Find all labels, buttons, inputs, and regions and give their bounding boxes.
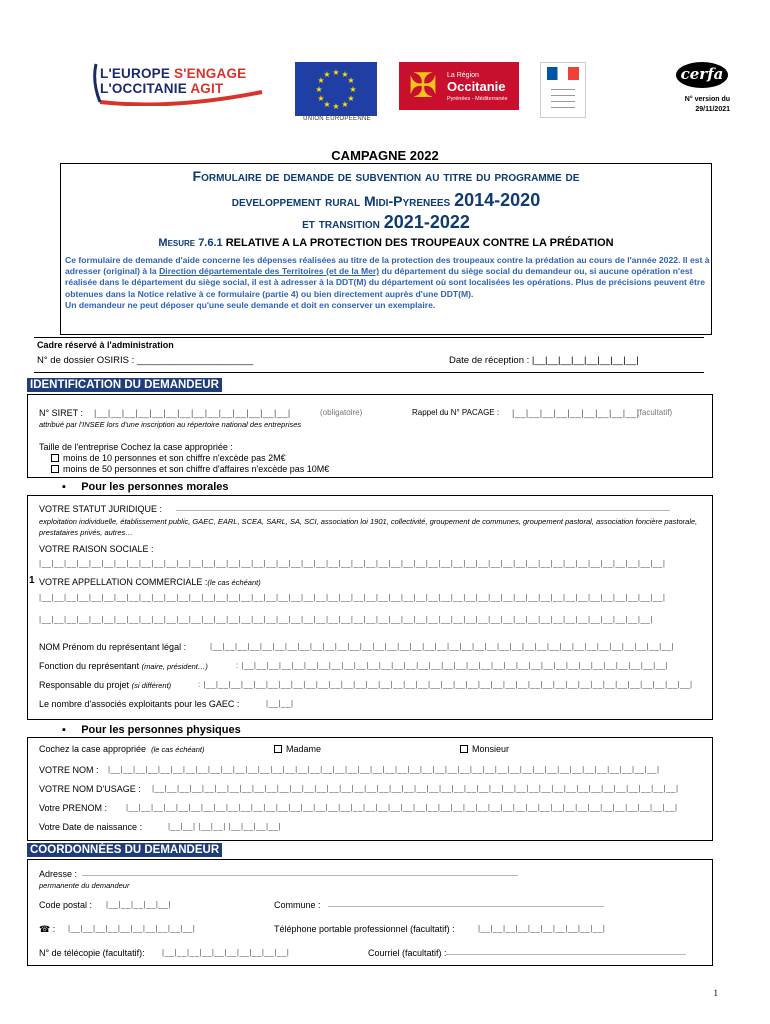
representant-label: NOM Prénom du représentant légal :	[39, 642, 187, 652]
checkbox-icon[interactable]	[51, 465, 59, 473]
svg-text:★: ★	[315, 85, 323, 94]
raison-label: VOTRE RAISON SOCIALE :	[39, 544, 154, 554]
pacage-input[interactable]: |__|__|__|__|__|__|__|__|__|	[512, 408, 640, 418]
taille-option-50[interactable]: moins de 50 personnes et son chiffre d'affaires n'excède pas 10M€	[51, 464, 329, 474]
gaec-label: Le nombre d'associés exploitants pour les GAEC :	[39, 699, 240, 709]
statut-input[interactable]: _______________________________________________________________________________________________________________	[176, 502, 670, 511]
naissance-input[interactable]: |__|__| |__|__| |__|__|__|__|	[168, 822, 281, 831]
svg-text:★: ★	[347, 94, 355, 103]
checkbox-icon[interactable]	[460, 745, 468, 753]
svg-text:★: ★	[341, 100, 349, 109]
adresse-label: Adresse :	[39, 869, 78, 879]
svg-text:★: ★	[323, 70, 331, 79]
eu-flag-logo	[295, 62, 377, 116]
form-title-line3: et transition 2021-2022	[302, 212, 470, 232]
pacage-label: Rappel du N° PACAGE :	[412, 408, 500, 417]
svg-text:★: ★	[332, 102, 340, 111]
occitan-cross-icon: ✠	[408, 67, 438, 105]
svg-text:★: ★	[349, 85, 357, 94]
eu-caption: UNION EUROPÉENNE	[303, 116, 371, 122]
madame-option[interactable]: Madame	[274, 744, 321, 754]
europe-occitanie-logo: L'EUROPE S'ENGAGE L'OCCITANIE AGIT	[92, 62, 282, 106]
appellation-input-2[interactable]: |__|__|__|__|__|__|__|__|__|__|__|__|__|__|__|__|__|__|__|__|__|__|__|__|__|__|__|__|__|__|__|__|__|__|__|__|__|__|__|__|__|__|__|__|__|__|__|__|__|	[39, 615, 653, 624]
appellation-input-1[interactable]: |__|__|__|__|__|__|__|__|__|__|__|__|__|__|__|__|__|__|__|__|__|__|__|__|__|__|__|__|__|__|__|__|__|__|__|__|__|__|__|__|__|__|__|__|__|__|__|__|__|__|	[39, 593, 666, 602]
nom-input[interactable]: |__|__|__|__|__|__|__|__|__|__|__|__|__|__|__|__|__|__|__|__|__|__|__|__|__|__|__|__|__|__|__|__|__|__|__|__|__|__|__|__|__|__|__|__|	[108, 765, 660, 774]
naissance-label: Votre Date de naissance :	[39, 822, 143, 832]
osiris-field[interactable]: N° de dossier OSIRIS : ______________________	[37, 355, 254, 366]
portable-input[interactable]: |__|__|__|__|__|__|__|__|__|__|	[478, 924, 606, 933]
page-number: 1	[713, 988, 718, 998]
portable-label: Téléphone portable professionnel (facultatif) :	[274, 924, 455, 934]
svg-text:★: ★	[332, 68, 340, 77]
eu-stars-icon	[295, 62, 377, 116]
checkbox-icon[interactable]	[274, 745, 282, 753]
morales-heading: ▪ Pour les personnes morales	[62, 481, 229, 493]
appellation-label: VOTRE APPELLATION COMMERCIALE :(le cas échéant)	[39, 577, 261, 587]
usage-input[interactable]: |__|__|__|__|__|__|__|__|__|__|__|__|__|__|__|__|__|__|__|__|__|__|__|__|__|__|__|__|__|__|__|__|__|__|__|__|__|__|__|__|__|__|	[152, 784, 679, 793]
physiques-box	[27, 737, 713, 841]
representant-input[interactable]: |__|__|__|__|__|__|__|__|__|__|__|__|__|__|__|__|__|__|__|__|__|__|__|__|__|__|__|__|__|__|__|__|__|__|__|__|__|	[210, 642, 675, 651]
measure-title: Mesure 7.6.1 RELATIVE A LA PROTECTION DES TROUPEAUX CONTRE LA PRÉDATION	[158, 237, 614, 249]
campaign-title: CAMPAGNE 2022	[331, 148, 439, 163]
telephone-label: ☎ :	[39, 924, 56, 934]
svg-text:★: ★	[341, 70, 349, 79]
siret-input[interactable]: |__|__|__|__|__|__|__|__|__|__|__|__|__|__|	[94, 408, 291, 418]
nom-label: VOTRE NOM :	[39, 765, 99, 775]
svg-text:★: ★	[323, 100, 331, 109]
region-occitanie-logo: ✠ La Région Occitanie Pyrénées - Méditerranée	[399, 62, 519, 110]
version-info: N° version du 29/11/2021	[684, 96, 730, 113]
reception-date-field[interactable]: Date de réception : |__|__|__|__|__|__|__|__|	[449, 355, 639, 366]
taille-label: Taille de l'entreprise Cochez la case appropriée :	[39, 442, 233, 452]
monsieur-option[interactable]: Monsieur	[460, 744, 509, 754]
statut-note: exploitation individuelle, établissement public, GAEC, EARL, SCEA, SARL, SA, SCI, association loi 1901, collectivité, groupement de communes, groupement pastoral, association foncière pastorale, prestataires privés, autres…	[39, 517, 698, 537]
svg-text:★: ★	[317, 94, 325, 103]
adresse-input[interactable]: __________________________________________________________________________________________________	[82, 867, 519, 876]
responsable-label: Responsable du projet (si différent)	[39, 680, 172, 690]
prenom-label: Votre PRENOM :	[39, 803, 108, 813]
coordonnees-heading: COORDONNÉES DU DEMANDEUR	[27, 843, 222, 857]
gaec-input[interactable]: |__|__|	[266, 699, 294, 708]
fonction-label: Fonction du représentant (maire, président…)	[39, 661, 208, 671]
commune-input[interactable]: ______________________________________________________________	[328, 898, 604, 907]
republique-francaise-logo	[540, 62, 586, 118]
physiques-heading: ▪ Pour les personnes physiques	[62, 724, 241, 736]
pacage-note: (facultatif)	[637, 408, 673, 417]
siret-note: (obligatoire)	[320, 408, 363, 417]
intro-text: Ce formulaire de demande d'aide concerne les dépenses réalisées au titre de la protection des troupeaux contre la prédation au cours de l'année 2022. Il est à adresser (original) à la Direction départementale des Territoires (et de la Mer) du département du siège social du demandeur ou, si aucune opération n'est réalisée dans le département du siège social, il est à adresser à la DDT(M) du département où sont localisées les opérations. Plus de précisions peuvent être obtenues dans la Notice relative à ce formulaire (partie 4) ou bien directement auprès d'une DDT(M). Un demandeur ne peut déposer qu'une seule demande et doit en conserver un exemplaire.	[65, 255, 710, 310]
title-box	[60, 163, 712, 335]
fax-label: N° de télécopie (facultatif):	[39, 948, 145, 958]
checkbox-icon[interactable]	[51, 454, 59, 462]
coordonnees-box	[27, 859, 713, 966]
morales-box	[27, 495, 713, 720]
usage-label: VOTRE NOM D'USAGE :	[39, 784, 141, 794]
admin-reserved-box	[34, 337, 704, 373]
footnote-mark: 1	[29, 575, 35, 586]
cp-input[interactable]: |__|__|__|__|__|	[106, 900, 171, 909]
courriel-label: Courriel (facultatif) :	[368, 948, 447, 958]
identification-box	[27, 394, 713, 478]
telephone-input[interactable]: |__|__|__|__|__|__|__|__|__|__|	[68, 924, 196, 933]
commune-label: Commune :	[274, 900, 321, 910]
civilite-label: Cochez la case appropriée (le cas échéant)	[39, 744, 205, 754]
taille-option-10[interactable]: moins de 10 personnes et son chiffre n'excède pas 2M€	[51, 453, 286, 463]
prenom-input[interactable]: |__|__|__|__|__|__|__|__|__|__|__|__|__|__|__|__|__|__|__|__|__|__|__|__|__|__|__|__|__|__|__|__|__|__|__|__|__|__|__|__|__|__|__|__|	[126, 803, 678, 812]
admin-header: Cadre réservé à l'administration	[37, 340, 174, 350]
phone-icon: ☎	[39, 924, 51, 934]
french-flag-icon	[547, 67, 579, 80]
siret-label: N° SIRET :	[39, 408, 83, 418]
form-title-line2: developpement rural Midi-Pyrenees 2014-2020	[231, 190, 541, 210]
statut-label: VOTRE STATUT JURIDIQUE :	[39, 504, 163, 514]
fonction-input[interactable]: : |__|__|__|__|__|__|__|__|__|__|__|__|__|__|__|__|__|__|__|__|__|__|__|__|__|__|__|__|__|__|__|__|__|__|	[236, 661, 669, 670]
cp-label: Code postal :	[39, 900, 93, 910]
siret-subnote: attribué par l'INSEE lors d'une inscription au répertoire national des entreprises	[39, 420, 302, 429]
courriel-input[interactable]: ______________________________________________________	[446, 946, 686, 955]
fax-input[interactable]: |__|__|__|__|__|__|__|__|__|__|	[162, 948, 290, 957]
responsable-input[interactable]: : |__|__|__|__|__|__|__|__|__|__|__|__|__|__|__|__|__|__|__|__|__|__|__|__|__|__|__|__|__|__|__|__|__|__|__|__|__|__|__|	[198, 680, 693, 689]
identification-heading: IDENTIFICATION DU DEMANDEUR	[27, 378, 222, 392]
svg-text:★: ★	[347, 76, 355, 85]
form-title-line1: Formulaire de demande de subvention au titre du programme de	[192, 168, 580, 184]
ddt-link[interactable]: Direction départementale des Territoires (et de la Mer)	[159, 266, 380, 277]
svg-text:★: ★	[317, 76, 325, 85]
raison-input[interactable]: |__|__|__|__|__|__|__|__|__|__|__|__|__|__|__|__|__|__|__|__|__|__|__|__|__|__|__|__|__|__|__|__|__|__|__|__|__|__|__|__|__|__|__|__|__|__|__|__|__|__|	[39, 559, 666, 568]
cerfa-logo: cerfa	[676, 62, 728, 88]
adresse-note: permanente du demandeur	[39, 881, 130, 890]
